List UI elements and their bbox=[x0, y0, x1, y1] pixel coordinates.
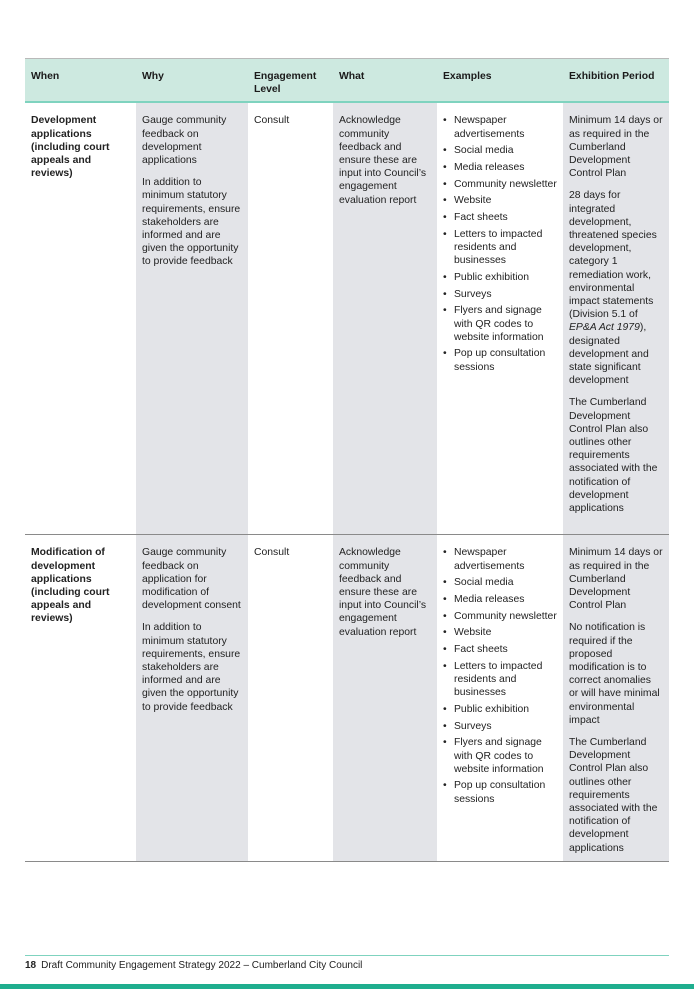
period-text: The Cumberland Development Control Plan also outlines other requirements associated with the notification of development applications bbox=[569, 397, 658, 515]
cell-examples bbox=[437, 535, 563, 862]
list-item: • Flyers and signage with QR codes to website information bbox=[443, 736, 557, 776]
engagement-table bbox=[25, 58, 669, 862]
cell-exhibition-period bbox=[563, 102, 669, 535]
list-item: • Flyers and signage with QR codes to website information bbox=[443, 304, 557, 344]
cell-when: Development applications (including court appeals and reviews) bbox=[25, 102, 136, 535]
why-text: Gauge community feedback on development applications bbox=[142, 115, 227, 167]
bottom-accent-bar bbox=[0, 984, 694, 989]
cell-exhibition-period bbox=[563, 535, 669, 862]
cell-what: Acknowledge community feedback and ensure these are input into Council’s engagement evaluation report bbox=[333, 102, 437, 535]
cell-why bbox=[136, 102, 248, 535]
table-row bbox=[25, 535, 669, 862]
header-when: When bbox=[25, 59, 136, 103]
header-what: What bbox=[333, 59, 437, 103]
act-name: EP&A Act 1979 bbox=[569, 322, 640, 334]
list-item: • Surveys bbox=[443, 720, 557, 733]
why-text: In addition to minimum statutory requirements, ensure stakeholders are informed and are given the opportunity to provide feedback bbox=[142, 177, 241, 268]
list-item: • Surveys bbox=[443, 288, 557, 301]
list-item: • Website bbox=[443, 626, 557, 639]
list-item: • Newspaper advertisements bbox=[443, 546, 557, 572]
list-item: • Pop up consultation sessions bbox=[443, 779, 557, 805]
list-item: • Social media bbox=[443, 144, 557, 157]
list-item: • Public exhibition bbox=[443, 703, 557, 716]
cell-when: Modification of development applications (including court appeals and reviews) bbox=[25, 535, 136, 862]
table-header-row bbox=[25, 59, 669, 103]
list-item: • Public exhibition bbox=[443, 271, 557, 284]
list-item: • Community newsletter bbox=[443, 610, 557, 623]
header-engagement-level: Engagement Level bbox=[248, 59, 333, 103]
why-text: Gauge community feedback on application for modification of development consent bbox=[142, 547, 241, 612]
why-text: In addition to minimum statutory requirements, ensure stakeholders are informed and are given the opportunity to provide feedback bbox=[142, 622, 241, 713]
examples-list bbox=[443, 546, 557, 805]
list-item: • Social media bbox=[443, 576, 557, 589]
table-row bbox=[25, 102, 669, 535]
cell-engagement-level: Consult bbox=[248, 102, 333, 535]
cell-what: Acknowledge community feedback and ensure these are input into Council’s engagement evaluation report bbox=[333, 535, 437, 862]
page-footer bbox=[25, 960, 362, 971]
list-item: • Website bbox=[443, 194, 557, 207]
header-why: Why bbox=[136, 59, 248, 103]
list-item: • Fact sheets bbox=[443, 211, 557, 224]
list-item: • Media releases bbox=[443, 161, 557, 174]
header-examples: Examples bbox=[437, 59, 563, 103]
list-item: • Fact sheets bbox=[443, 643, 557, 656]
period-text: The Cumberland Development Control Plan also outlines other requirements associated with the notification of development applications bbox=[569, 737, 658, 854]
list-item: • Community newsletter bbox=[443, 178, 557, 191]
period-text: Minimum 14 days or as required in the Cumberland Development Control Plan bbox=[569, 547, 663, 612]
list-item: • Media releases bbox=[443, 593, 557, 606]
list-item: • Letters to impacted residents and businesses bbox=[443, 660, 557, 700]
period-text: 28 days for integrated development, threatened species development, category 1 remediation work, environmental impact statements (Division 5.1 of EP&A Act 1979), designated development and state significant development bbox=[569, 190, 657, 387]
header-exhibition-period: Exhibition Period bbox=[563, 59, 669, 103]
cell-examples bbox=[437, 102, 563, 535]
cell-why bbox=[136, 535, 248, 862]
page-number: 18 bbox=[25, 960, 37, 971]
list-item: • Letters to impacted residents and businesses bbox=[443, 228, 557, 268]
document-title: Draft Community Engagement Strategy 2022 – Cumberland City Council bbox=[41, 960, 363, 971]
period-text: No notification is required if the proposed modification is to correct anomalies or will have minimal environmental impact bbox=[569, 622, 660, 726]
period-text: Minimum 14 days or as required in the Cumberland Development Control Plan bbox=[569, 115, 663, 180]
list-item: • Newspaper advertisements bbox=[443, 114, 557, 140]
examples-list bbox=[443, 114, 557, 373]
cell-engagement-level: Consult bbox=[248, 535, 333, 862]
list-item: • Pop up consultation sessions bbox=[443, 347, 557, 373]
footer-divider bbox=[25, 955, 669, 956]
